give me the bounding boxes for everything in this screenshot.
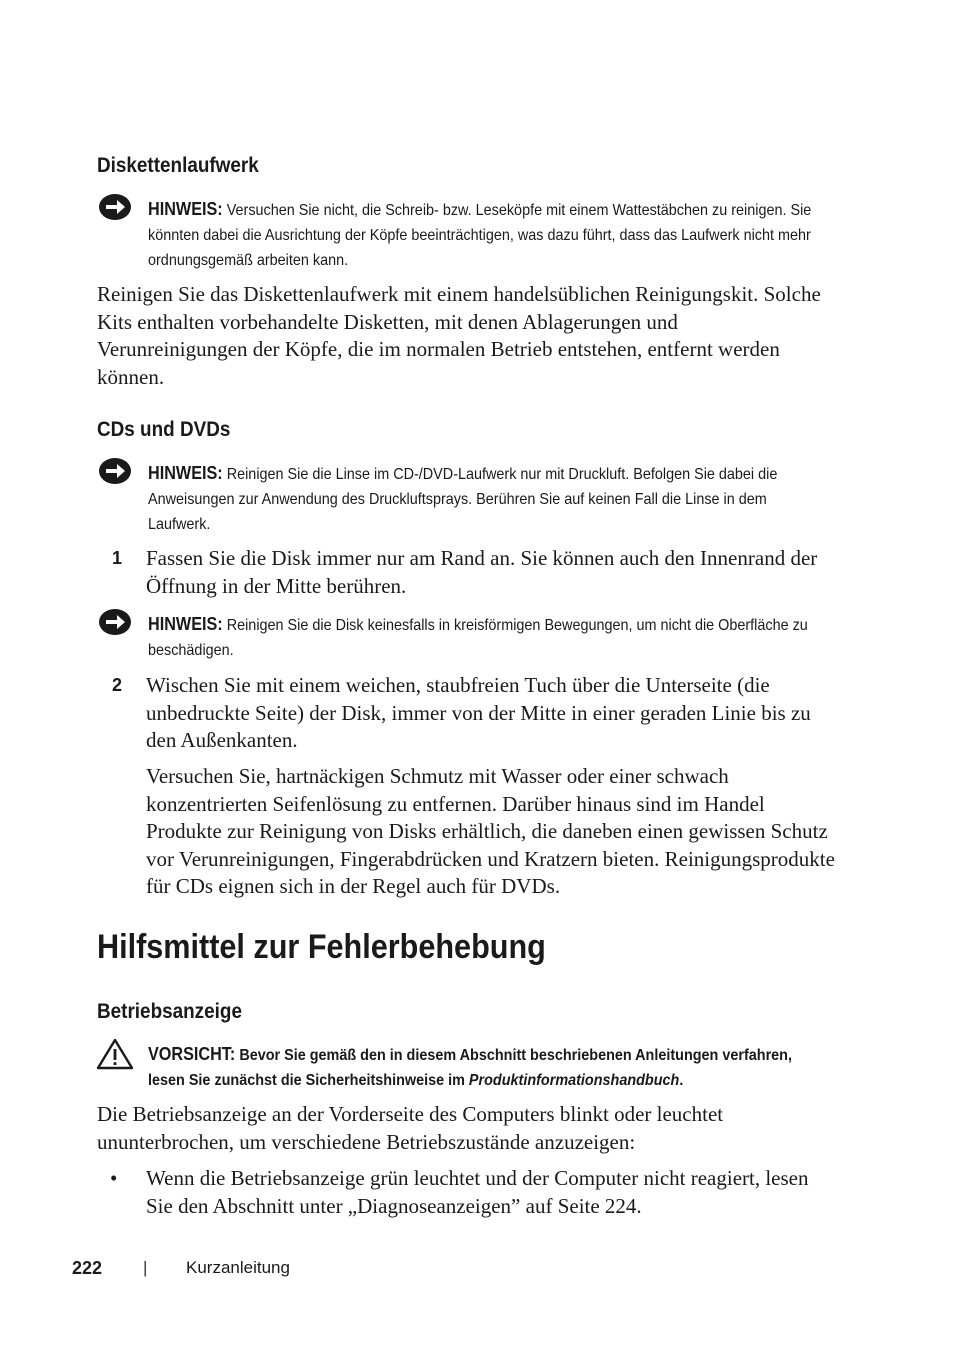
caution-text: Bevor Sie gemäß den in diesem Abschnitt beschriebenen Anleitungen verfahren, lesen Sie zunächst die Sicherheitshinweise im	[148, 1047, 792, 1089]
caution-text-end: .	[679, 1072, 684, 1089]
notice-disk-kreisfoermig	[148, 612, 823, 663]
notice-label: HINWEIS:	[148, 614, 223, 634]
step-2-additional-paragraph: Versuchen Sie, hartnäckigen Schmutz mit Wasser oder einer schwach konzentrierten Seifenlösung zu entfernen. Darüber hinaus sind im Handel Produkte zur Reinigung von Disks erhältlich, die daneben einen gewissen Schutz vor Verunreinigungen, Fingerabdrücken und Kratzern bieten. Reinigungsprodukte für CDs eignen sich in der Regel auch für DVDs.	[146, 764, 835, 898]
notice-arrow-icon	[98, 608, 132, 641]
caution-betriebsanzeige	[148, 1042, 823, 1093]
chapter-title: Hilfsmittel zur Fehlerbehebung	[97, 928, 546, 966]
page-number: 222	[72, 1258, 103, 1278]
bullet-marker: •	[110, 1166, 118, 1190]
paragraph-betriebsanzeige: Die Betriebsanzeige an der Vorderseite des Computers blinkt oder leuchtet ununterbrochen, um verschiedene Betriebszustände anzuzeigen:	[97, 1102, 724, 1154]
caution-label: VORSICHT:	[148, 1044, 236, 1064]
section-heading-diskettenlaufwerk: Diskettenlaufwerk	[97, 154, 259, 177]
bullet-item-1: Wenn die Betriebsanzeige grün leuchtet und der Computer nicht reagiert, lesen Sie den Abschnitt unter „Diagnoseanzeigen” auf Seite 224.	[146, 1166, 809, 1218]
caution-manual-title: Produktinformationshandbuch	[468, 1072, 680, 1089]
paragraph-diskettenlaufwerk: Reinigen Sie das Diskettenlaufwerk mit einem handelsüblichen Reinigungskit. Solche Kits enthalten vorbehandelte Disketten, mit denen Ablagerungen und Verunreinigungen der Köpfe, die im normalen Betrieb entstehen, entfernt werden können.	[97, 282, 821, 389]
section-heading-betriebsanzeige: Betriebsanzeige	[97, 1000, 242, 1023]
caution-triangle-icon	[96, 1038, 134, 1075]
section-heading-cds-dvds: CDs und DVDs	[97, 418, 231, 441]
notice-text: Reinigen Sie die Disk keinesfalls in kreisförmigen Bewegungen, um nicht die Oberfläche zu beschädigen.	[148, 617, 808, 659]
notice-diskettenlaufwerk	[148, 197, 823, 273]
notice-label: HINWEIS:	[148, 463, 223, 483]
step-text-2: Wischen Sie mit einem weichen, staubfreien Tuch über die Unterseite (die unbedruckte Seite) der Disk, immer von der Mitte in einer geraden Linie bis zu den Außenkanten.	[146, 673, 811, 752]
step-number-2: 2	[112, 675, 123, 695]
notice-label: HINWEIS:	[148, 199, 223, 219]
footer-separator: |	[143, 1258, 148, 1277]
notice-arrow-icon	[98, 193, 132, 226]
notice-cds-linse	[148, 461, 823, 537]
notice-arrow-icon	[98, 457, 132, 490]
footer-title: Kurzanleitung	[186, 1258, 290, 1277]
notice-text: Versuchen Sie nicht, die Schreib- bzw. Leseköpfe mit einem Wattestäbchen zu reinigen. Sie könnten dabei die Ausrichtung der Köpfe beeinträchtigen, was dazu führt, dass das Laufwerk nicht mehr ordnungsgemäß arbeiten kann.	[148, 202, 812, 269]
step-text-1: Fassen Sie die Disk immer nur am Rand an. Sie können auch den Innenrand der Öffnung in der Mitte berühren.	[146, 546, 818, 598]
step-number-1: 1	[112, 548, 123, 568]
notice-text: Reinigen Sie die Linse im CD-/DVD-Laufwerk nur mit Druckluft. Befolgen Sie dabei die Anweisungen zur Anwendung des Druckluftsprays. Berühren Sie auf keinen Fall die Linse in dem Laufwerk.	[148, 466, 778, 533]
